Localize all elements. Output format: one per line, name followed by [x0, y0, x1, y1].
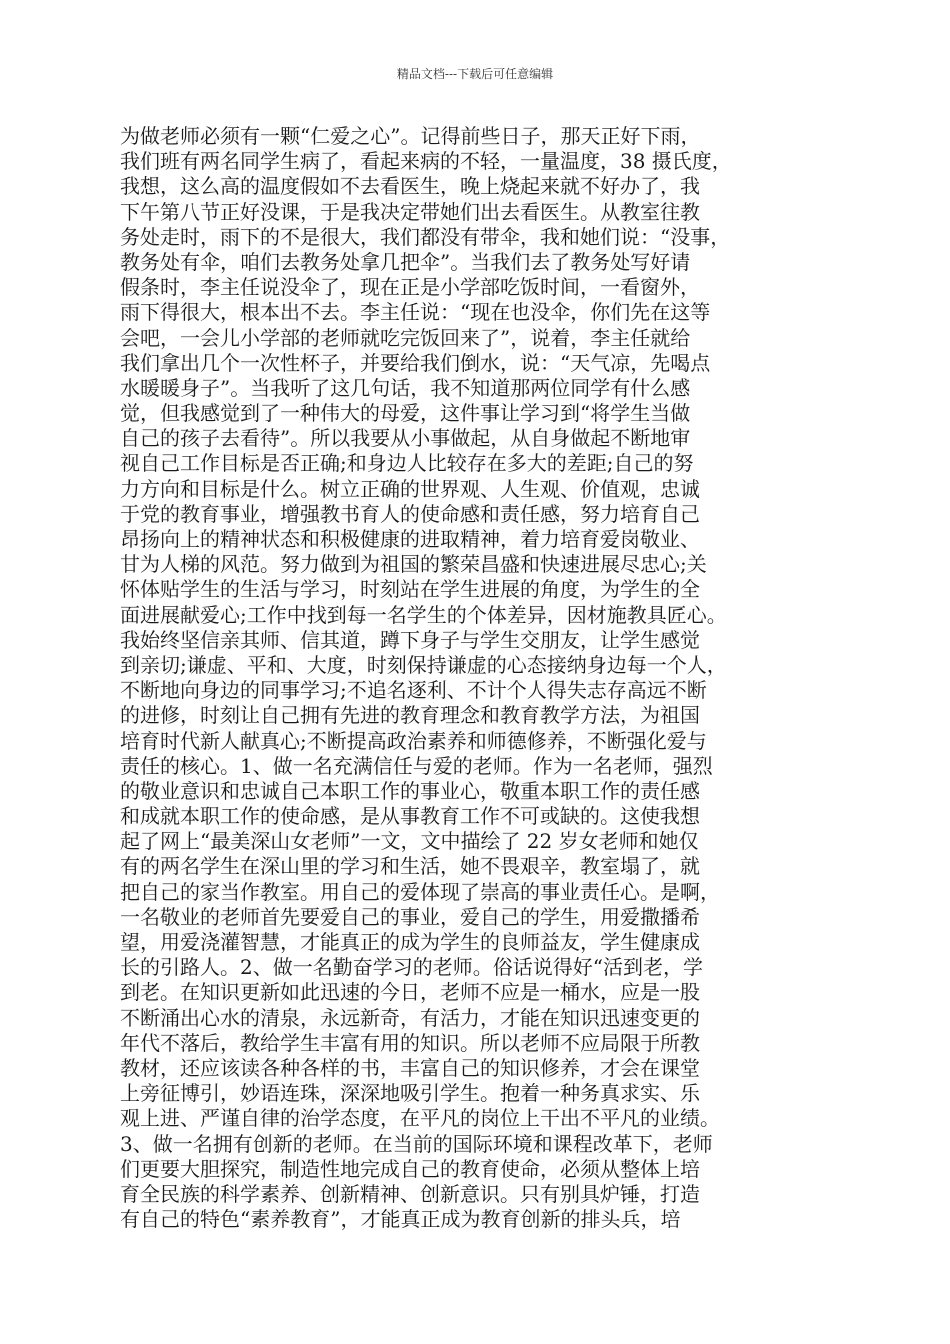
body-line: 我想，这么高的温度假如不去看医生，晚上烧起来就不好办了，我: [120, 174, 700, 199]
body-line: 为做老师必须有一颗“仁爱之心”。记得前些日子，那天正好下雨，: [120, 124, 701, 148]
body-text: [120, 124, 832, 1232]
body-line: 我们班有两名同学生病了，看起来病的不轻，一量温度，38 摄氏度，: [120, 149, 732, 174]
body-line: 甘为人梯的风范。努力做到为祖国的繁荣昌盛和快速进展尽忠心;关: [120, 552, 707, 577]
body-line: 视自己工作目标是否正确;和身边人比较存在多大的差距;自己的努: [120, 451, 694, 476]
body-line: 有自己的特色“素养教育”，才能真正成为教育创新的排头兵，培: [120, 1207, 681, 1232]
body-line: 到亲切;谦虚、平和、大度，时刻保持谦虚的心态接纳身边每一个人，: [120, 652, 727, 677]
body-line: 下午第八节正好没课，于是我决定带她们出去看医生。从教室往教: [120, 199, 700, 224]
body-line: 我们拿出几个一次性杯子，并要给我们倒水，说：“天气凉，先喝点: [120, 350, 711, 375]
body-line: 教材，还应该读各种各样的书，丰富自己的知识修养，才会在课堂: [120, 1055, 700, 1080]
body-line: 水暖暖身子”。当我听了这几句话，我不知道那两位同学有什么感: [120, 375, 691, 400]
body-line: 务处走时，雨下的不是很大，我们都没有带伞，我和她们说：“没事，: [120, 224, 731, 249]
body-line: 一名敬业的老师首先要爱自己的事业，爱自己的学生，用爱撒播希: [120, 904, 700, 929]
body-line: 觉，但我感觉到了一种伟大的母爱，这件事让学习到“将学生当做: [120, 401, 691, 426]
body-line: 年代不落后，教给学生丰富有用的知识。所以老师不应局限于所教: [120, 1030, 700, 1055]
body-line: 力方向和目标是什么。树立正确的世界观、人生观、价值观，忠诚: [120, 476, 700, 501]
body-line: 3、做一名拥有创新的老师。在当前的国际环境和课程改革下，老师: [120, 1131, 713, 1156]
page-header: 精品文档---下载后可任意编辑: [396, 67, 554, 81]
body-line: 自己的孩子去看待”。所以我要从小事做起，从自身做起不断地审: [120, 426, 691, 451]
body-line: 会吧，一会儿小学部的老师就吃完饭回来了”，说着，李主任就给: [120, 325, 691, 350]
body-line: 长的引路人。2、做一名勤奋学习的老师。俗话说得好“活到老，学: [120, 955, 703, 980]
body-line: 培育时代新人献真心;不断提高政治素养和师德修养，不断强化爱与: [120, 728, 707, 753]
body-line: 的进修，时刻让自己拥有先进的教育理念和教育教学方法，为祖国: [120, 703, 700, 728]
body-line: 把自己的家当作教室。用自己的爱体现了崇高的事业责任心。是啊，: [120, 879, 720, 904]
body-line: 有的两名学生在深山里的学习和生活，她不畏艰辛，教室塌了，就: [120, 854, 700, 879]
body-line: 和成就本职工作的使命感，是从事教育工作不可或缺的。这使我想: [120, 804, 700, 829]
body-line: 假条时，李主任说没伞了，现在正是小学部吃饭时间，一看窗外，: [120, 275, 700, 300]
body-line: 的敬业意识和忠诚自己本职工作的事业心，敬重本职工作的责任感: [120, 778, 700, 803]
body-line: 我始终坚信亲其师、信其道，蹲下身子与学生交朋友，让学生感觉: [120, 627, 700, 652]
body-line: 教务处有伞，咱们去教务处拿几把伞”。当我们去了教务处写好请: [120, 249, 691, 274]
body-line: 责任的核心。1、做一名充满信任与爱的老师。作为一名老师，强烈: [120, 753, 713, 778]
body-line: 昂扬向上的精神状态和积极健康的进取精神，着力培育爱岗敬业、: [120, 527, 700, 551]
body-line: 们更要大胆探究，制造性地完成自己的教育使命，必须从整体上培: [120, 1156, 700, 1181]
body-line: 不断地向身边的同事学习;不追名逐利、不计个人得失志存高远不断: [120, 678, 707, 703]
body-line: 观上进、严谨自律的治学态度，在平凡的岗位上干出不平凡的业绩。: [120, 1106, 720, 1131]
body-line: 不断涌出心水的清泉，永远新奇，有活力，才能在知识迅速变更的: [120, 1005, 700, 1030]
body-line: 育全民族的科学素养、创新精神、创新意识。只有别具炉锤，打造: [120, 1181, 700, 1206]
body-line: 上旁征博引，妙语连珠，深深地吸引学生。抱着一种务真求实、乐: [120, 1081, 700, 1106]
body-line: 面进展献爱心;工作中找到每一名学生的个体差异，因材施教具匠心。: [120, 602, 727, 627]
body-line: 起了网上“最美深山女老师”一文，文中描绘了 22 岁女老师和她仅: [120, 829, 699, 854]
body-line: 雨下得很大，根本出不去。李主任说：“现在也没伞，你们先在这等: [120, 300, 711, 325]
body-line: 望，用爱浇灌智慧，才能真正的成为学生的良师益友，学生健康成: [120, 930, 700, 954]
body-line: 怀体贴学生的生活与学习，时刻站在学生进展的角度，为学生的全: [120, 577, 700, 602]
body-line: 于党的教育事业，增强教书育人的使命感和责任感，努力培育自己: [120, 501, 700, 526]
body-line: 到老。在知识更新如此迅速的今日，老师不应是一桶水，应是一股: [120, 980, 700, 1005]
